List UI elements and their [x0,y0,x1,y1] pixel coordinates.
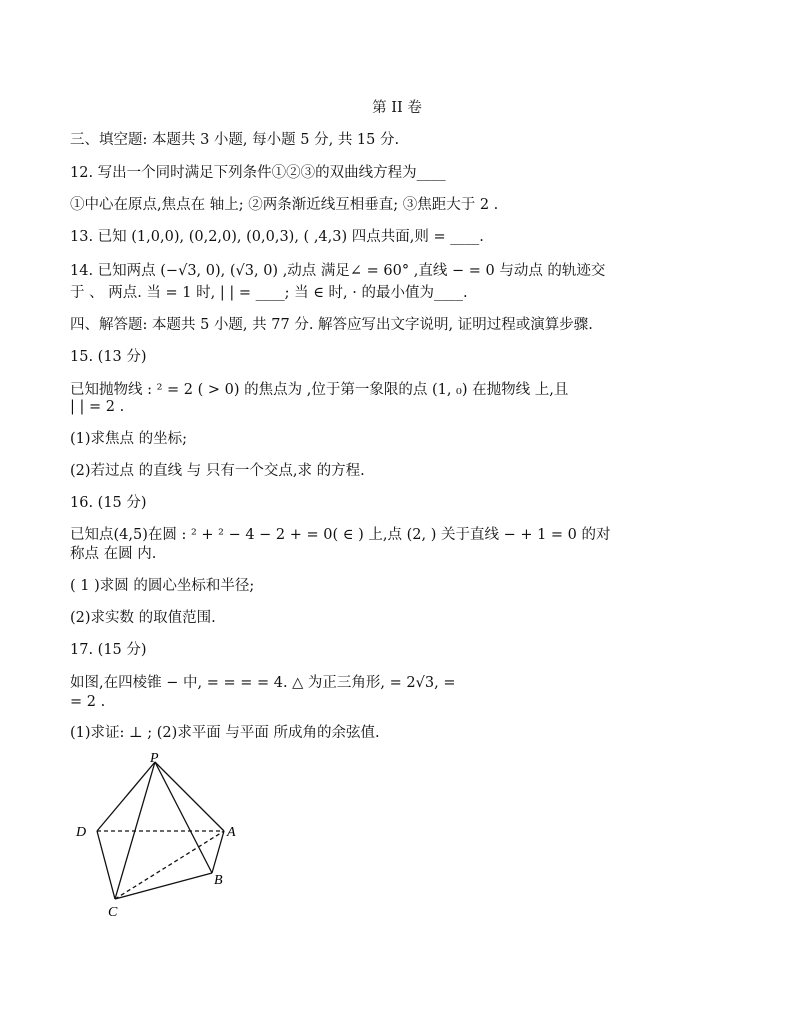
edge-dc [97,831,115,899]
question-16-stem-line-1: 已知点(4,5)在圆 : ² + ² − 4 − 2 + = 0( ∈ ) 上,点 (2, ) 关于直线 − + 1 = 0 的对 [70,527,611,543]
edge-cb [115,873,212,899]
section-fill-blank-heading: 三、填空题: 本题共 3 小题, 每小题 5 分, 共 15 分. [70,132,400,148]
vertex-label-d: D [76,825,87,840]
question-15-header: 15. (13 分) [70,349,147,365]
question-16-part-2: (2)求实数 的取值范围. [70,610,216,626]
question-14-line-1: 14. 已知两点 (−√3, 0), (√3, 0) ,动点 满足∠ = 60° ,直线 − = 0 与动点 的轨迹交 [70,263,606,279]
question-12: 12. 写出一个同时满足下列条件①②③的双曲线方程为____ [70,165,446,181]
question-16-header: 16. (15 分) [70,495,147,511]
section-title: 第 II 卷 [372,100,422,116]
question-16-stem-line-2: 称点 在圆 内. [70,546,157,562]
pyramid-figure [70,752,260,922]
edge-ba [212,831,224,873]
question-16-part-1: ( 1 )求圆 的圆心坐标和半径; [70,578,255,594]
question-17-stem-line-2: = 2 . [70,694,106,710]
question-14-line-2: 于 、 两点. 当 = 1 时, | | = ____; 当 ∈ 时, · 的最小值为____. [70,285,468,301]
question-12-conditions: ①中心在原点,焦点在 轴上; ②两条渐近线互相垂直; ③焦距大于 2 . [70,197,499,213]
question-15-stem-line-1: 已知抛物线 : ² = 2 ( > 0) 的焦点为 ,位于第一象限的点 (1, ₀) 在抛物线 上,且 [70,382,569,398]
edge-pd [97,762,155,831]
vertex-label-c: C [108,905,118,920]
question-13: 13. 已知 (1,0,0), (0,2,0), (0,0,3), ( ,4,3) 四点共面,则 = ____. [70,229,484,245]
vertex-label-a: A [227,825,236,840]
question-15-part-1: (1)求焦点 的坐标; [70,431,188,447]
question-15-part-2: (2)若过点 的直线 与 只有一个交点,求 的方程. [70,463,365,479]
question-17-stem-line-1: 如图,在四棱锥 − 中, = = = = 4. △ 为正三角形, = 2√3, = [70,675,456,691]
question-17-parts: (1)求证: ⊥ ; (2)求平面 与平面 所成角的余弦值. [70,725,380,741]
question-15-stem-line-2: | | = 2 . [70,399,125,415]
vertex-label-p: P [150,752,159,766]
question-17-header: 17. (15 分) [70,642,147,658]
vertex-label-b: B [214,873,223,888]
section-solutions-heading: 四、解答题: 本题共 5 小题, 共 77 分. 解答应写出文字说明, 证明过程或演算步骤. [70,317,593,333]
edge-pa [155,762,224,831]
